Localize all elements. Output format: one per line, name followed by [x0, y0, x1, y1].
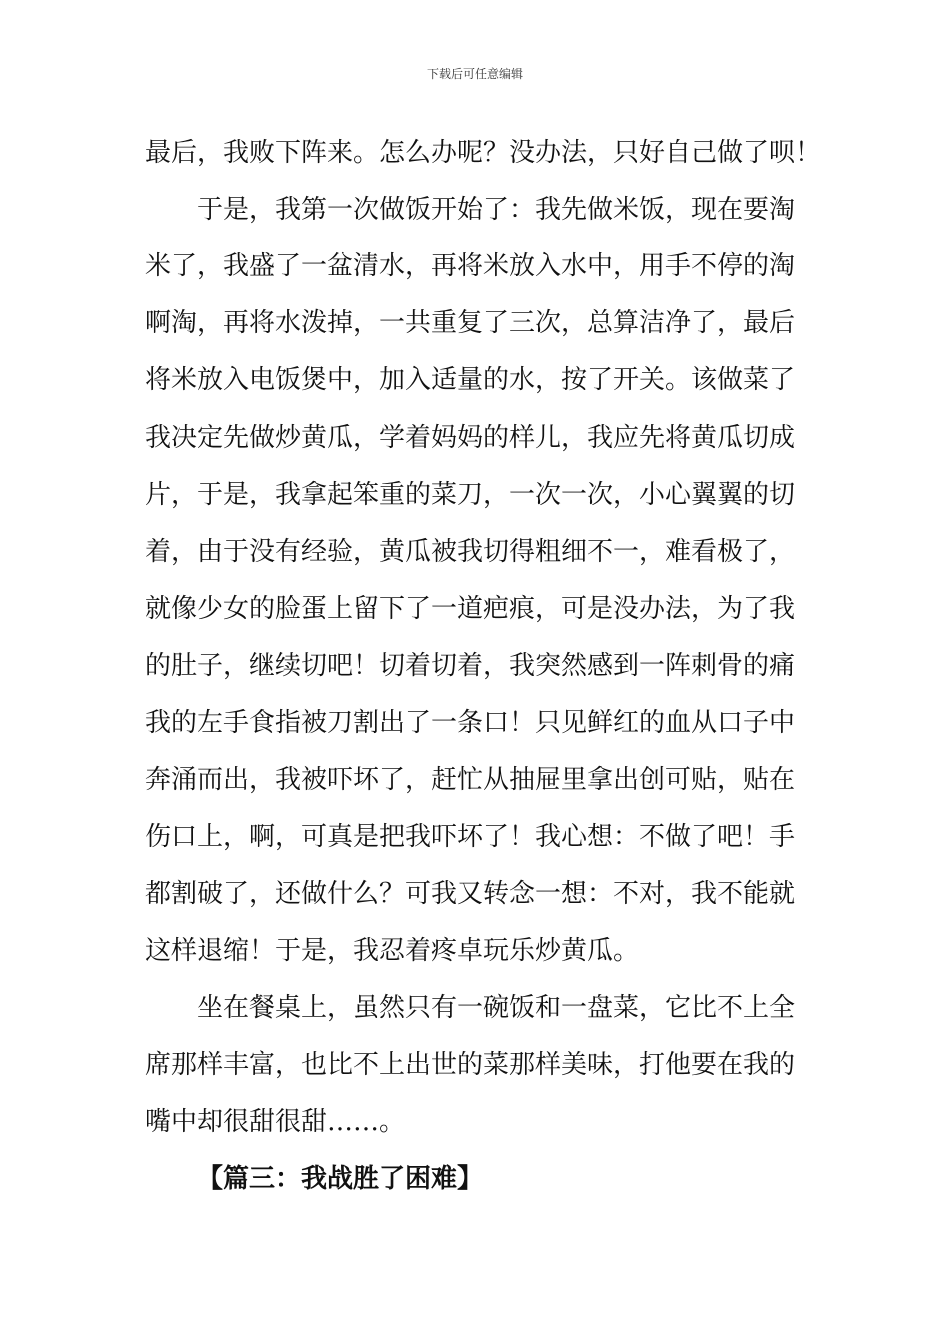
body-line: 就像少女的脸蛋上留下了一道疤痕，可是没办法，为了我 — [145, 594, 796, 624]
body-line: 将米放入电饭煲中，加入适量的水，按了开关。该做菜了 — [145, 365, 796, 395]
body-line: 奔涌而出，我被吓坏了，赶忙从抽屉里拿出创可贴，贴在 — [145, 765, 796, 795]
page-header: 下载后可任意编辑 — [426, 67, 523, 81]
body-line: 这样退缩！于是，我忍着疼卓玩乐炒黄瓜。 — [145, 936, 640, 966]
body-line: 席那样丰富，也比不上出世的菜那样美味，打他要在我的 — [145, 1050, 796, 1080]
body-line: 都割破了，还做什么？可我又转念一想：不对，我不能就 — [145, 879, 796, 909]
body-line: 的肚子，继续切吧！切着切着，我突然感到一阵刺骨的痛 — [145, 651, 796, 681]
body-line: 米了，我盛了一盆清水，再将米放入水中，用手不停的淘 — [145, 251, 796, 281]
body-line: 最后，我败下阵来。怎么办呢？没办法，只好自己做了呗！ — [145, 138, 822, 168]
body-line: 啊淘，再将水泼掉，一共重复了三次，总算洁净了，最后 — [145, 308, 796, 338]
body-line: 着，由于没有经验，黄瓜被我切得粗细不一，难看极了， — [145, 537, 796, 567]
body-line: 伤口上，啊，可真是把我吓坏了！我心想：不做了吧！手 — [145, 822, 796, 852]
body-line: 嘴中却很甜很甜……。 — [145, 1107, 406, 1137]
body-line: 我的左手食指被刀割出了一条口！只见鲜红的血从口子中 — [145, 708, 796, 738]
paragraph-first-line: 于是，我第一次做饭开始了：我先做米饭，现在要淘 — [197, 195, 796, 225]
body-line: 我决定先做炒黄瓜，学着妈妈的样儿，我应先将黄瓜切成 — [145, 423, 796, 453]
paragraph-first-line: 坐在餐桌上，虽然只有一碗饭和一盘菜，它比不上全 — [197, 993, 796, 1023]
section-heading: 【篇三：我战胜了困难】 — [197, 1164, 484, 1194]
body-line: 片，于是，我拿起笨重的菜刀，一次一次，小心翼翼的切 — [145, 480, 796, 510]
